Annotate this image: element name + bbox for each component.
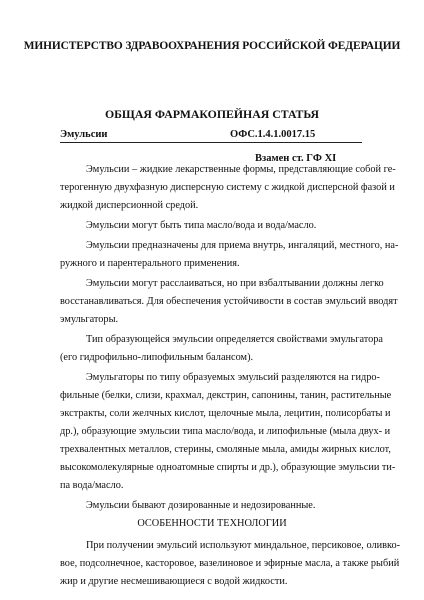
body-line: терогенную двухфазную дисперсную систему с жидкой дисперсной фазой и [60, 182, 395, 193]
body-line: па вода/масло. [60, 480, 124, 491]
ministry-header: МИНИСТЕРСТВО ЗДРАВООХРАНЕНИЯ РОССИЙСКОЙ ФЕДЕРАЦИИ [23, 40, 401, 52]
body-line: ружного и парентерального применения. [60, 258, 240, 269]
body-line: высокомолекулярные одноатомные спирты и др.), образующие эмульсии ти- [60, 462, 396, 473]
body-line: вое, подсолнечное, касторовое, вазелиновое и эфирные масла, а также рыбий [60, 558, 400, 569]
section-heading: ОСОБЕННОСТИ ТЕХНОЛОГИИ [137, 518, 287, 529]
article-title: ОБЩАЯ ФАРМАКОПЕЙНАЯ СТАТЬЯ [104, 107, 320, 121]
body-line: трехвалентных металлов, стерины, смоляные мыла, амиды жирных кислот, [60, 444, 391, 455]
body-line: экстракты, соли желчных кислот, щелочные мыла, лецитин, полисорбаты и [60, 408, 391, 419]
body-line: Эмульсии бывают дозированные и недозированные. [86, 500, 316, 511]
body-line: Эмульсии предназначены для приема внутрь, ингаляций, местного, на- [86, 240, 399, 251]
body-line: жидкой дисперсионной средой. [60, 200, 199, 211]
body-line: жир и другие несмешивающиеся с водой жидкости. [60, 576, 288, 587]
replaces-note: Взамен ст. ГФ XI [255, 153, 337, 164]
body-line: (его гидрофильно-липофильным балансом). [60, 352, 254, 363]
body-line: фильные (белки, слизи, крахмал, декстрин, сапонины, танин, растительные [60, 390, 392, 401]
header-divider [60, 142, 362, 143]
body-line: Тип образующейся эмульсии определяется свойствами эмульгатора [86, 334, 383, 345]
body-line: Эмульсии – жидкие лекарственные формы, представляющие собой ге- [86, 164, 396, 175]
body-line: Эмульгаторы по типу образуемых эмульсий разделяются на гидро- [86, 372, 380, 383]
body-line: Эмульсии могут быть типа масло/вода и вода/масло. [86, 220, 317, 231]
body-line: эмульгаторы. [60, 314, 119, 325]
body-line: При получении эмульсий используют миндальное, персиковое, оливко- [86, 540, 401, 551]
body-line: восстанавливаться. Для обеспечения устойчивости в состав эмульсий вводят [60, 296, 398, 307]
body-line: Эмульсии могут расслаиваться, но при взбалтывании должны легко [86, 278, 384, 289]
article-code: ОФС.1.4.1.0017.15 [230, 129, 316, 140]
article-name: Эмульсии [60, 129, 108, 140]
body-line: др.), образующие эмульсии типа масло/вода, и липофильные (мыла двух- и [60, 426, 391, 437]
